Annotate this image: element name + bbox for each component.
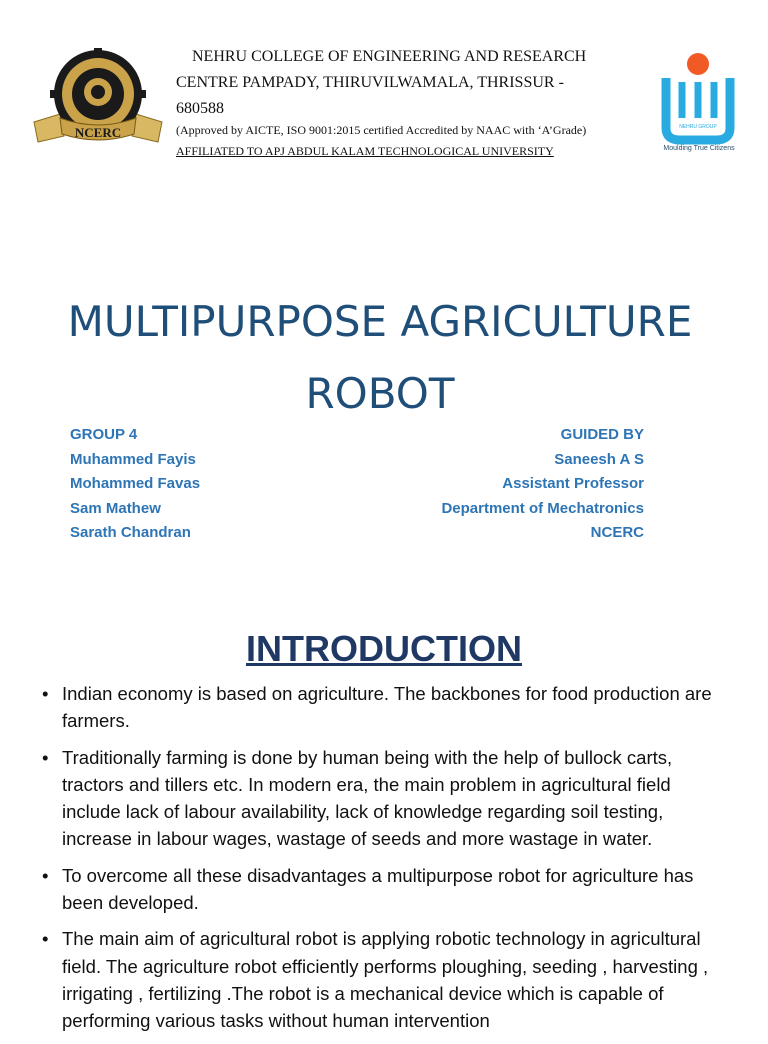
bullet-text: The main aim of agricultural robot is applying robotic technology in agricultural field. The agriculture robot efficiently performs ploughing, seeding , harvesting , irrigating , fertilizing .The robot is a mechanical device which is capable of performing various tasks without human intervention (62, 928, 709, 1032)
list-item (40, 680, 730, 735)
bullet-icon: • (42, 746, 49, 768)
guide-info (441, 423, 644, 546)
college-header (176, 44, 626, 160)
group-heading: GROUP 4 (70, 426, 138, 443)
svg-text:NEHRU GROUP: NEHRU GROUP (679, 124, 717, 130)
list-item (40, 862, 730, 917)
guide-designation: Assistant Professor (502, 475, 644, 492)
approval-text: (Approved by AICTE, ISO 9001:2015 certified Accredited by NAAC with ‘A’Grade) (176, 123, 587, 137)
affiliation-text: AFFILIATED TO APJ ABDUL KALAM TECHNOLOGICAL UNIVERSITY (176, 144, 554, 158)
nehru-group-logo (658, 48, 740, 156)
college-name-line2: CENTRE PAMPADY, THIRUVILWAMALA, THRISSUR - (176, 74, 564, 91)
document-title (0, 286, 760, 430)
bullet-icon: • (42, 683, 49, 704)
bullet-icon: • (42, 928, 49, 950)
college-pincode: 680588 (176, 100, 224, 117)
group-members (70, 423, 200, 546)
bullet-text: Indian economy is based on agriculture. The backbones for food production are farmers. (62, 683, 712, 732)
guide-heading: GUIDED BY (560, 426, 644, 443)
nehru-logo-tagline: Moulding True Citizens (663, 145, 735, 152)
list-item (40, 744, 730, 853)
bullet-text: Traditionally farming is done by human being with the help of bullock carts, tractors and tillers etc. In modern era, the main problem in agricultural field include lack of labour availability, lack of knowledge regarding soil testing, increase in labour wages, wastage of seeds and more wastage in water. (62, 746, 673, 850)
bullet-text: To overcome all these disadvantages a multipurpose robot for agriculture has been developed. (62, 864, 694, 914)
introduction-heading: INTRODUCTION (246, 628, 522, 669)
group-member: Sam Mathew (70, 499, 161, 517)
guide-department: Department of Mechatronics (441, 499, 644, 517)
group-member: Mohammed Favas (70, 475, 201, 492)
guide-name: Saneesh A S (554, 450, 644, 468)
bullet-icon: • (42, 864, 49, 886)
list-item (40, 925, 730, 1034)
title-line1: MULTIPURPOSE AGRICULTURE (67, 297, 693, 346)
group-member: Sarath Chandran (70, 524, 191, 541)
title-line2: ROBOT (305, 369, 455, 418)
ncerc-logo (30, 48, 166, 148)
guide-institution: NCERC (590, 524, 644, 541)
college-name-line1: NEHRU COLLEGE OF ENGINEERING AND RESEARCH (192, 48, 587, 65)
ncerc-logo-text: NCERC (74, 125, 122, 140)
introduction-bullets (40, 680, 730, 1044)
group-member: Muhammed Fayis (70, 450, 196, 468)
